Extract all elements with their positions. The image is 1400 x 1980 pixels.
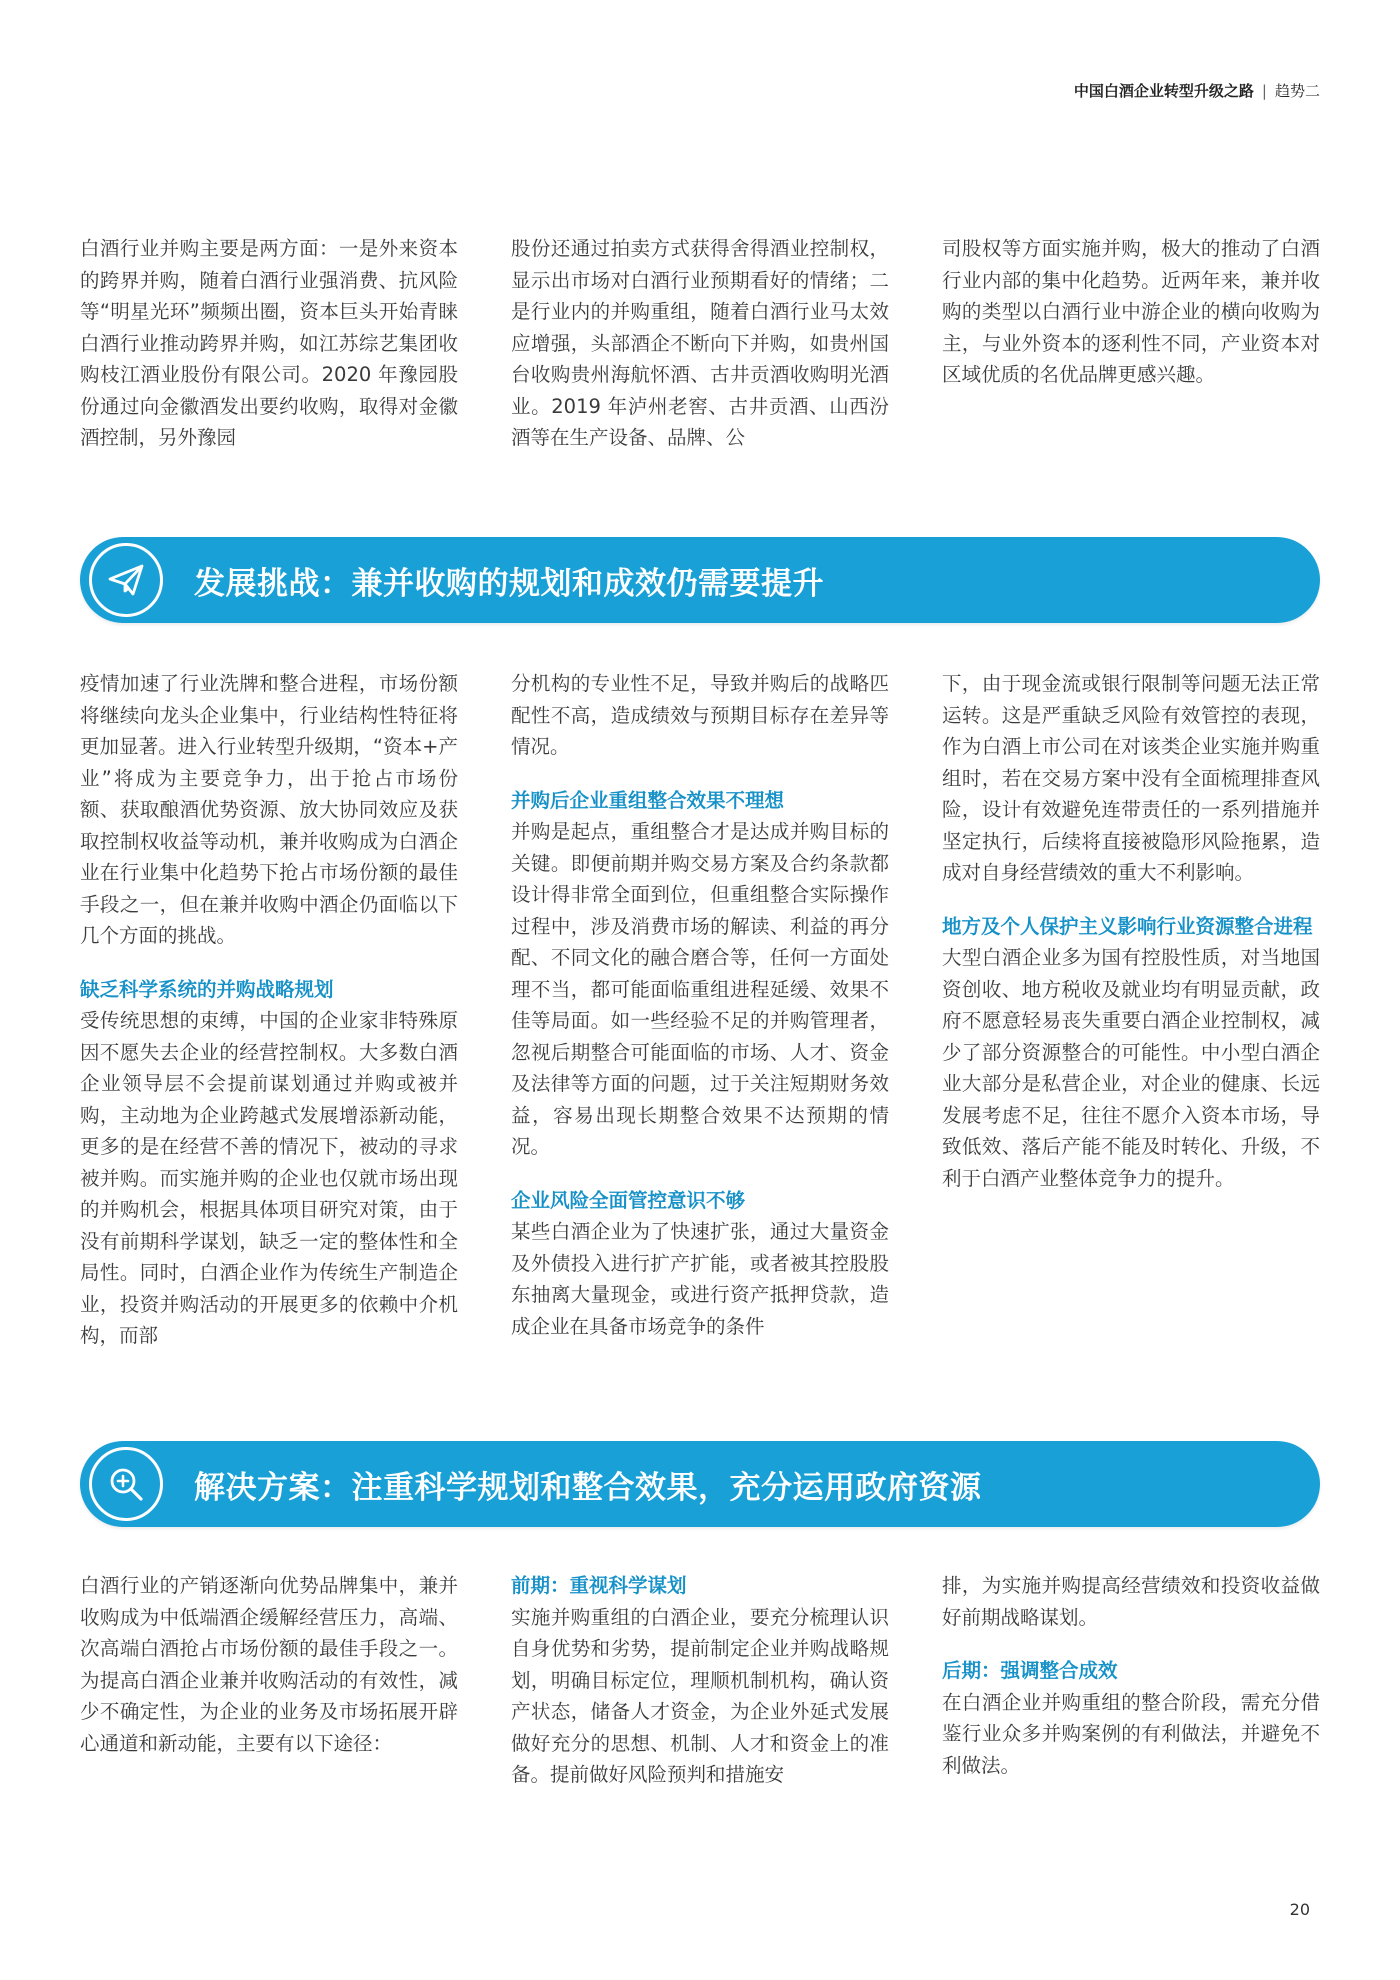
section-label: 趋势二 xyxy=(1274,82,1320,100)
paragraph: 白酒行业的产销逐渐向优势品牌集中，兼并收购成为中低端酒企缓解经营压力，高端、次高端白酒抢占市场份额的最佳手段之一。为提高白酒企业兼并收购活动的有效性，减少不确定性，为企业的业务及市场拓展开辟心通道和新动能，主要有以下途径： xyxy=(80,1574,458,1755)
challenge-banner xyxy=(80,537,1320,623)
icon-badge xyxy=(84,1442,168,1526)
icon-badge xyxy=(84,538,168,622)
paragraph: 疫情加速了行业洗牌和整合进程，市场份额将继续向龙头企业集中，行业结构性特征将更加显著。进入行业转型升级期，“资本+产业”将成为主要竞争力，出于抢占市场份额、获取酿酒优势资源、放大协同效应及获取控制权收益等动机，兼并收购成为白酒企业在行业集中化趋势下抢占市场份额的最佳手段之一，但在兼并收购中酒企仍面临以下几个方面的挑战。 xyxy=(80,672,458,947)
paragraph: 某些白酒企业为了快速扩张，通过大量资金及外债投入进行扩产扩能，或者被其控股股东抽离大量现金，或进行资产抵押贷款，造成企业在具备市场竞争的条件 xyxy=(511,1220,889,1338)
intro-column-2 xyxy=(511,233,889,454)
solution-column-1 xyxy=(80,1570,458,1791)
challenge-section xyxy=(80,668,1320,1352)
header-separator: | xyxy=(1261,81,1267,100)
paragraph: 股份还通过拍卖方式获得舍得酒业控制权，显示出市场对白酒行业预期看好的情绪；二是行业内的并购重组，随着白酒行业马太效应增强，头部酒企不断向下并购，如贵州国台收购贵州海航怀酒、古井贡酒收购明光酒业。2019 年泸州老窖、古井贡酒、山西汾酒等在生产设备、品牌、公 xyxy=(511,237,889,449)
solution-column-3 xyxy=(942,1570,1320,1791)
paragraph: 下，由于现金流或银行限制等问题无法正常运转。这是严重缺乏风险有效管控的表现，作为白酒上市公司在对该类企业实施并购重组时，若在交易方案中没有全面梳理排查风险，设计有效避免连带责任的一系列措施并坚定执行，后续将直接被隐形风险拖累，造成对自身经营绩效的重大不利影响。 xyxy=(942,672,1320,884)
paragraph: 大型白酒企业多为国有控股性质，对当地国资创收、地方税收及就业均有明显贡献，政府不愿意轻易丧失重要白酒企业控制权，减少了部分资源整合的可能性。中小型白酒企业大部分是私营企业，对企业的健康、长远发展考虑不足，往往不愿介入资本市场，导致低效、落后产能不能及时转化、升级，不利于白酒产业整体竞争力的提升。 xyxy=(942,946,1320,1190)
subheading: 地方及个人保护主义影响行业资源整合进程 xyxy=(942,914,1313,938)
banner-title: 发展挑战：兼并收购的规划和成效仍需要提升 xyxy=(194,565,824,602)
solution-column-2 xyxy=(511,1570,889,1791)
solution-banner xyxy=(80,1441,1320,1527)
subheading: 后期：强调整合成效 xyxy=(942,1659,1118,1682)
paragraph: 分机构的专业性不足，导致并购后的战略匹配性不高，造成绩效与预期目标存在差异等情况。 xyxy=(511,672,889,758)
banner-title: 解决方案：注重科学规划和整合效果，充分运用政府资源 xyxy=(194,1469,982,1506)
challenge-column-3 xyxy=(942,668,1320,1352)
subheading: 缺乏科学系统的并购战略规划 xyxy=(80,977,334,1001)
paragraph: 受传统思想的束缚，中国的企业家非特殊原因不愿失去企业的经营控制权。大多数白酒企业领导层不会提前谋划通过并购或被并购，主动地为企业跨越式发展增添新动能，更多的是在经营不善的情况下，被动的寻求被并购。而实施并购的企业也仅就市场出现的并购机会，根据具体项目研究对策，由于没有前期科学谋划，缺乏一定的整体性和全局性。同时，白酒企业作为传统生产制造企业，投资并购活动的开展更多的依赖中介机构，而部 xyxy=(80,1009,458,1347)
solution-section xyxy=(80,1570,1320,1791)
paragraph: 并购是起点，重组整合才是达成并购目标的关键。即便前期并购交易方案及合约条款都设计得非常全面到位，但重组整合实际操作过程中，涉及消费市场的解读、利益的再分配、不同文化的融合磨合等，任何一方面处理不当，都可能面临重组进程延缓、效果不佳等局面。如一些经验不足的并购管理者，忽视后期整合可能面临的市场、人才、资金及法律等方面的问题，过于关注短期财务效益，容易出现长期整合效果不达预期的情况。 xyxy=(511,820,889,1158)
intro-column-1 xyxy=(80,233,458,454)
subheading: 前期：重视科学谋划 xyxy=(511,1574,687,1597)
paragraph: 实施并购重组的白酒企业，要充分梳理认识自身优势和劣势，提前制定企业并购战略规划，明确目标定位，理顺机制机构，确认资产状态，储备人才资金，为企业外延式发展做好充分的思想、机制、人才和资金上的准备。提前做好风险预判和措施安 xyxy=(511,1605,889,1786)
paragraph: 司股权等方面实施并购，极大的推动了白酒行业内部的集中化趋势。近两年来，兼并收购的类型以白酒行业中游企业的横向收购为主，与业外资本的逐利性不同，产业资本对区域优质的名优品牌更感兴趣。 xyxy=(942,237,1320,386)
challenge-column-2 xyxy=(511,668,889,1352)
challenge-column-1 xyxy=(80,668,458,1352)
magnifier-icon xyxy=(106,1464,146,1504)
paper-plane-icon xyxy=(106,560,146,600)
page-number: 20 xyxy=(1289,1900,1310,1919)
subheading: 企业风险全面管控意识不够 xyxy=(511,1188,746,1212)
report-title: 中国白酒企业转型升级之路 xyxy=(1073,82,1254,100)
intro-section xyxy=(80,233,1320,454)
paragraph: 在白酒企业并购重组的整合阶段，需充分借鉴行业众多并购案例的有利做法，并避免不利做法。 xyxy=(942,1690,1320,1777)
subheading: 并购后企业重组整合效果不理想 xyxy=(511,788,785,812)
paragraph: 白酒行业并购主要是两方面：一是外来资本的跨界并购，随着白酒行业强消费、抗风险等“明星光环”频频出圈，资本巨头开始青睐白酒行业推动跨界并购，如江苏综艺集团收购枝江酒业股份有限公司。2020 年豫园股份通过向金徽酒发出要约收购，取得对金徽酒控制，另外豫园 xyxy=(80,237,458,449)
intro-column-3 xyxy=(942,233,1320,454)
paragraph: 排，为实施并购提高经营绩效和投资收益做好前期战略谋划。 xyxy=(942,1574,1320,1629)
running-header xyxy=(1074,80,1320,101)
